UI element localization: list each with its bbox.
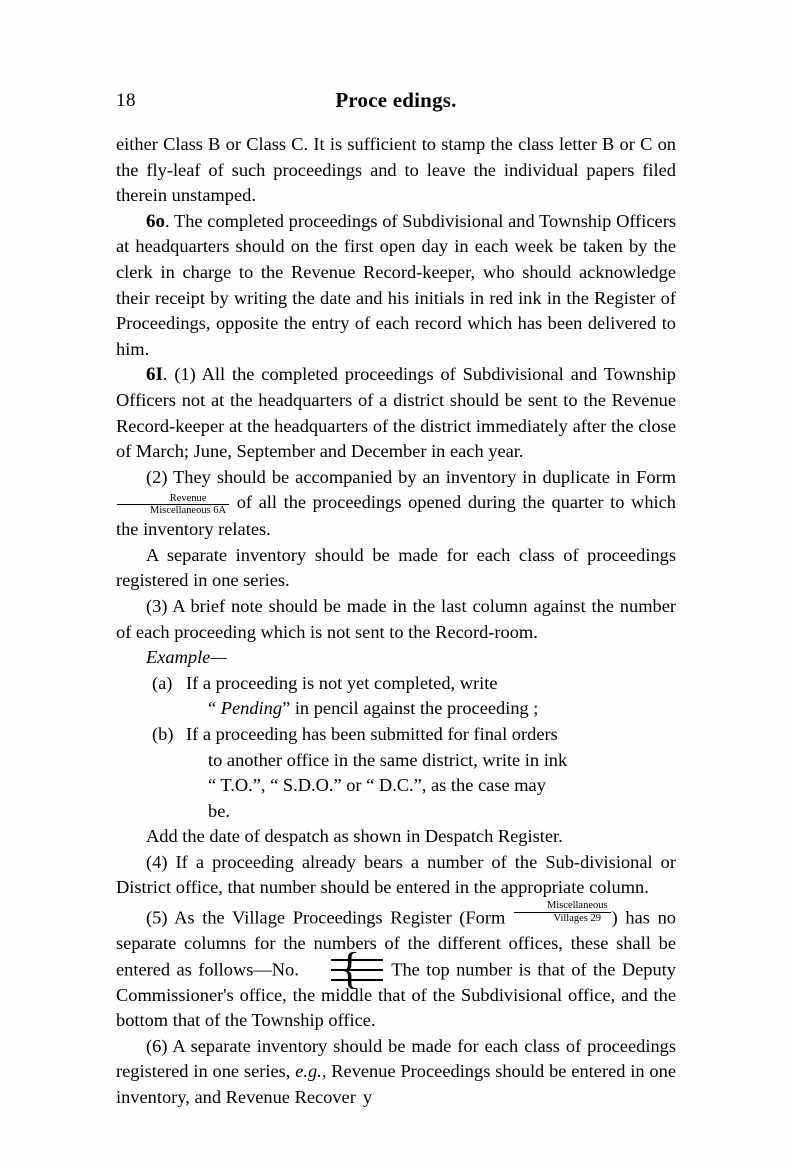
paragraph-61 — [116, 362, 676, 464]
example-item-b-marker: (b) — [152, 723, 174, 744]
example-item-b — [116, 722, 676, 824]
paragraph-6-tail: , Revenue Proceedings should be entered in one inventory, and Revenue Recover — [116, 1061, 676, 1108]
paragraph-2 — [116, 465, 676, 543]
paragraph-separate-inventory: A separate inventory should be made for each class of proceedings registered in one series. — [116, 544, 676, 591]
paragraph-5 — [116, 901, 676, 1034]
example-item-b-line3: “ T.O.”, “ S.D.O.” or “ D.C.”, as the case may — [208, 775, 546, 796]
example-item-a-line2 — [186, 696, 676, 722]
paragraph-60-text: . The completed proceedings of Subdivisional and Township Officers at headquarters should on the first open day in each week be taken by the clerk in charge to the Revenue Record-keeper, who should acknowledge their receipt by writing the date and his initials in red ink in the Register of Proceedings, opposite the entry of each record which has been delivered to him. — [116, 210, 676, 359]
example-item-b-line2: to another office in the same district, write in ink — [208, 749, 568, 770]
form-fraction-villages — [514, 901, 611, 924]
quote-open: “ — [208, 698, 221, 719]
blank-rules — [331, 959, 383, 981]
example-item-a-line2-post: ” in pencil against the proceeding ; — [282, 698, 539, 719]
example-item-a — [116, 671, 676, 722]
pending-italic: Pending — [220, 698, 283, 719]
eg-italic: e.g. — [295, 1061, 322, 1082]
paragraph-2-tail: of all the proceedings opened during the quarter to which the inventory relates. — [116, 492, 676, 540]
paragraph-6-lead: (6) A separate inventory should be made for each class of proceedings registered in one series, — [116, 1035, 676, 1082]
fraction-numerator: Revenue — [117, 494, 229, 506]
running-title: Proce edings. — [335, 88, 457, 112]
blank-rule-top — [331, 959, 383, 961]
fraction-denominator: Villages 29 — [553, 912, 602, 924]
example-item-b-line1: If a proceeding has been submitted for final orders — [186, 723, 558, 744]
blank-rule-middle — [331, 969, 383, 971]
example-item-b-line4: be. — [208, 800, 230, 821]
section-number-60: 6o — [146, 210, 165, 232]
paragraph-continued: either Class B or Class C. It is sufficient to stamp the class letter B or C on the fly-leaf of such proceedings and to leave the individual papers filed therein unstamped. — [116, 134, 676, 206]
paragraph-6 — [116, 1034, 676, 1111]
paragraph-2-lead: (2) They should be accompanied by an inventory in duplicate in Form — [146, 466, 676, 487]
paragraph-5-after-figure: The top number is that of the Deputy Commissioner's office, the middle that of the Subdivisional office, and the bottom that of the Township office. — [116, 958, 676, 1031]
example-item-a-line1: If a proceeding is not yet completed, write — [186, 672, 498, 693]
paragraph-add-despatch: Add the date of despatch as shown in Despatch Register. — [146, 826, 563, 847]
paragraph-4: (4) If a proceeding already bears a number of the Sub-divisional or District office, that number should be entered in the appropriate column. — [116, 851, 676, 898]
running-head — [116, 88, 676, 114]
fraction-numerator: Miscellaneous — [514, 901, 611, 913]
form-fraction-revenue — [117, 494, 229, 517]
example-item-a-marker: (a) — [152, 672, 173, 693]
brace-three-rules-figure — [309, 943, 387, 993]
page-number: 18 — [116, 90, 136, 111]
paragraph-5-lead: (5) As the Village Proceedings Register (Form — [146, 907, 513, 928]
paragraph-60 — [116, 209, 676, 363]
example-heading: Example— — [146, 647, 227, 668]
section-number-61: 6I — [146, 364, 163, 386]
blank-rule-bottom — [331, 979, 383, 981]
fraction-denominator: Miscellaneous 6A — [150, 505, 227, 517]
paragraph-5-mid: ) has no separate columns for the numbers of the different offices, these shall be entered as follows—No. — [116, 907, 676, 979]
paragraph-6-tail-last: y — [362, 1087, 373, 1108]
paragraph-3: (3) A brief note should be made in the last column against the number of each proceeding which is not sent to the Record-room. — [116, 595, 676, 642]
left-brace-icon: { — [339, 943, 361, 993]
text-column — [116, 132, 676, 1111]
paragraph-61-text: . (1) All the completed proceedings of Subdivisional and Township Officers not at the headquarters of a district should be sent to the Revenue Record-keeper at the headquarters of the district immediately after the close of March; June, September and December in each year. — [116, 364, 676, 462]
